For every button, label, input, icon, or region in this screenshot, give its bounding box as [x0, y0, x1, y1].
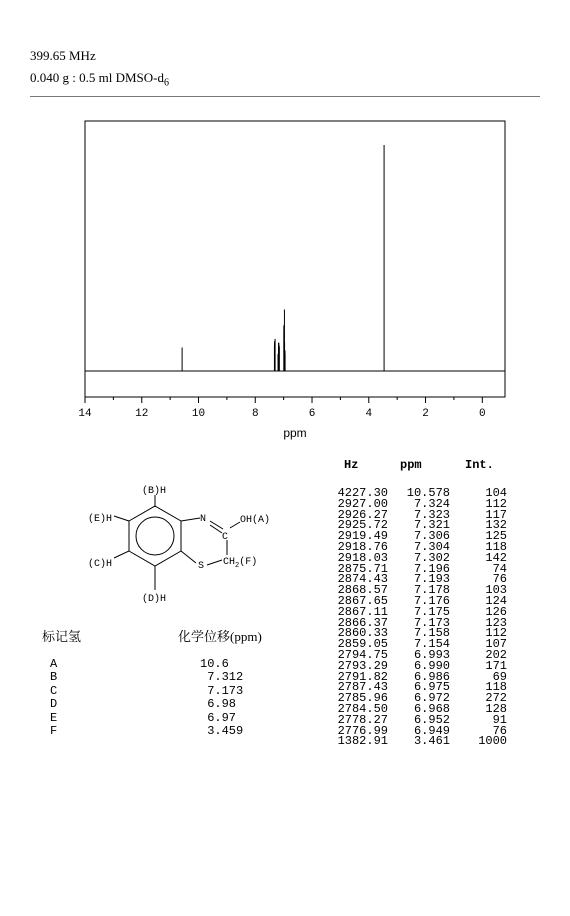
benzene-ring: [129, 506, 181, 566]
cell-ppm: 7.321: [413, 518, 450, 533]
cell-int: 123: [485, 615, 507, 630]
header-hz: Hz: [344, 458, 359, 472]
cell-ppm: 6.990: [413, 658, 450, 673]
cell-hz: 2866.37: [337, 615, 388, 630]
header-ppm: ppm: [400, 458, 422, 472]
nmr-spectrum-chart: [0, 0, 570, 450]
cell-int: 118: [485, 539, 507, 554]
aromatic-circle: [136, 517, 174, 555]
list-item: [50, 698, 300, 711]
cell-ppm: 7.175: [413, 604, 450, 619]
assignment-header-shift: 化学位移(ppm): [178, 629, 262, 644]
list-item: [50, 685, 300, 698]
cell-hz: 2787.43: [337, 680, 388, 695]
x-tick-label: 8: [251, 408, 259, 420]
assignment-header-label: 标记氢: [42, 629, 82, 644]
cell-hz: 4227.30: [337, 486, 388, 500]
cell-ppm: 7.154: [413, 637, 450, 652]
bond-c-oh: [230, 522, 240, 528]
cell-int: 171: [485, 658, 507, 673]
cell-hz: 2925.72: [337, 518, 388, 533]
x-tick-label: 4: [365, 408, 373, 420]
x-axis-label: ppm: [283, 426, 307, 440]
label-ch: CH: [223, 557, 236, 568]
cell-ppm: 7.324: [413, 496, 450, 511]
cell-int: 126: [485, 604, 507, 619]
cell-ppm: 6.986: [413, 669, 450, 684]
cell-hz: 2919.49: [337, 529, 388, 544]
list-item: [50, 725, 300, 738]
x-tick-label: 0: [478, 408, 486, 420]
sample-text: 0.040 g : 0.5 ml DMSO-d: [30, 70, 164, 85]
cell-hz: 2918.76: [337, 539, 388, 554]
cell-ppm: 7.323: [413, 507, 450, 522]
cell-ppm: 3.461: [413, 734, 450, 749]
cell-hz: 2859.05: [337, 637, 388, 652]
table-row: [300, 736, 520, 747]
header-int: Int.: [465, 458, 494, 472]
cell-ppm: 7.178: [413, 583, 450, 598]
bond-he: [114, 516, 129, 521]
cell-int: 112: [485, 626, 507, 641]
list-item: [50, 658, 300, 671]
x-tick-label: 6: [308, 408, 316, 420]
assign-label: C: [50, 683, 58, 698]
cell-int: 117: [485, 507, 507, 522]
x-tick-label: 10: [191, 408, 206, 420]
x-tick-label: 12: [135, 408, 149, 420]
cell-hz: 2868.57: [337, 583, 388, 598]
cell-hz: 2784.50: [337, 701, 388, 716]
cell-hz: 2860.33: [337, 626, 388, 641]
cell-hz: 2791.82: [337, 669, 388, 684]
bond-n-c1: [210, 521, 223, 529]
peak-table: [300, 488, 520, 747]
cell-hz: 2918.03: [337, 550, 388, 565]
ticks-layer: [78, 397, 485, 420]
assign-shift: 3.459: [200, 723, 244, 738]
cell-int: 132: [485, 518, 507, 533]
cell-hz: 2874.43: [337, 572, 388, 587]
cell-int: 103: [485, 583, 507, 598]
cell-int: 76: [492, 723, 507, 738]
assign-shift: 7.173: [200, 683, 244, 698]
assignment-table: [50, 658, 300, 738]
cell-ppm: 6.952: [413, 712, 450, 727]
cell-int: 69: [492, 669, 507, 684]
cell-ppm: 6.975: [413, 680, 450, 695]
assign-label: E: [50, 710, 58, 725]
cell-int: 107: [485, 637, 507, 652]
assign-shift: 6.97: [200, 710, 237, 725]
cell-hz: 2875.71: [337, 561, 388, 576]
cell-ppm: 7.302: [413, 550, 450, 565]
cell-int: 74: [492, 561, 507, 576]
cell-hz: 2927.00: [337, 496, 388, 511]
assign-label: B: [50, 670, 58, 685]
cell-ppm: 7.176: [413, 593, 450, 608]
assign-label: F: [50, 723, 58, 738]
table-row: [300, 561, 520, 576]
cell-ppm: 6.993: [413, 647, 450, 662]
x-tick-label: 2: [422, 408, 429, 420]
cell-int: 142: [485, 550, 507, 565]
cell-ppm: 10.578: [406, 486, 450, 500]
cell-int: 1000: [478, 734, 507, 749]
table-row: [300, 550, 520, 565]
table-row: [300, 701, 520, 716]
cell-int: 272: [485, 691, 507, 706]
cell-ppm: 7.158: [413, 626, 450, 641]
bond-s-ch2: [207, 560, 222, 565]
label-he: (E)H: [88, 514, 113, 525]
cell-int: 202: [485, 647, 507, 662]
label-hc: (C)H: [88, 559, 113, 570]
assign-shift: 7.312: [200, 670, 244, 685]
sample-subscript: 6: [163, 77, 169, 89]
plot-frame: [85, 121, 505, 397]
cell-hz: 2926.27: [337, 507, 388, 522]
cell-hz: 2867.65: [337, 593, 388, 608]
spectrometer-frequency: 399.65 MHz: [30, 48, 96, 63]
assign-shift: 6.98: [200, 697, 237, 712]
cell-hz: 2776.99: [337, 723, 388, 738]
label-ch2-sub: 2: [235, 562, 240, 570]
cell-ppm: 6.949: [413, 723, 450, 738]
cell-ppm: 6.968: [413, 701, 450, 716]
cell-hz: 2867.11: [337, 604, 388, 619]
list-item: [50, 671, 300, 684]
x-tick-label: 14: [78, 408, 92, 420]
bond-ring-s: [181, 551, 196, 563]
cell-int: 124: [485, 593, 507, 608]
label-oh-a: OH(A): [240, 515, 271, 526]
cell-hz: 1382.91: [337, 734, 388, 749]
assign-shift: 10.6: [200, 657, 229, 671]
table-row: [300, 658, 520, 673]
cell-hz: 2778.27: [337, 712, 388, 727]
cell-int: 76: [492, 572, 507, 587]
bond-n-c2: [210, 525, 222, 533]
table-row: [300, 712, 520, 727]
cell-hz: 2793.29: [337, 658, 388, 673]
label-hb: (B)H: [142, 486, 167, 497]
cell-int: 125: [485, 529, 507, 544]
cell-ppm: 6.972: [413, 691, 450, 706]
cell-int: 118: [485, 680, 507, 695]
list-item: [50, 712, 300, 725]
cell-ppm: 7.304: [413, 539, 450, 554]
cell-int: 104: [485, 486, 507, 500]
bond-hc: [114, 551, 129, 558]
cell-hz: 2794.75: [337, 647, 388, 662]
cell-int: 128: [485, 701, 507, 716]
cell-int: 112: [485, 496, 507, 511]
molecule-structure: [60, 480, 300, 615]
atom-c: C: [222, 532, 229, 543]
cell-ppm: 7.193: [413, 572, 450, 587]
label-ch2-f: [223, 556, 257, 570]
assign-label: A: [50, 657, 58, 671]
bond-ring-n: [181, 518, 200, 521]
cell-int: 91: [492, 712, 507, 727]
cell-ppm: 7.306: [413, 529, 450, 544]
atom-n: N: [200, 514, 207, 525]
atom-s: S: [198, 561, 205, 572]
assign-label: D: [50, 697, 58, 712]
label-f: (F): [239, 557, 258, 568]
peaks-layer: [182, 145, 384, 371]
cell-ppm: 7.196: [413, 561, 450, 576]
cell-ppm: 7.173: [413, 615, 450, 630]
cell-hz: 2785.96: [337, 691, 388, 706]
label-hd: (D)H: [142, 594, 167, 605]
